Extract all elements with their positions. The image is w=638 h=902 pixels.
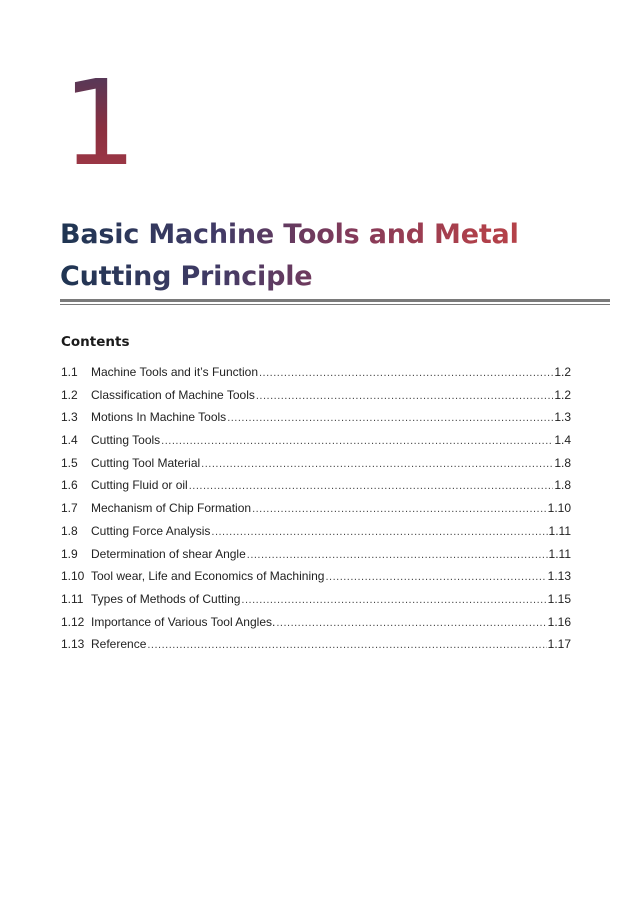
toc-entry-title: Cutting Tools: [91, 433, 161, 448]
dot-leader: [227, 412, 553, 424]
toc-entry[interactable]: [61, 524, 571, 547]
toc-entry-title: Motions In Machine Tools: [91, 410, 227, 425]
toc-entry-page: 1.2: [554, 387, 571, 402]
toc-entry-number: 1.6: [61, 478, 78, 493]
toc-entry-page: 1.11: [548, 546, 571, 561]
dot-leader: [201, 458, 553, 470]
toc-entry-title: Tool wear, Life and Economics of Machining: [91, 569, 325, 584]
toc-entry-page: 1.17: [547, 637, 571, 652]
dot-leader: [161, 435, 553, 447]
toc-entry[interactable]: [61, 547, 571, 570]
toc-entry[interactable]: [61, 615, 571, 638]
table-of-contents: [61, 365, 571, 660]
toc-entry-title: Cutting Fluid or oil: [91, 478, 188, 493]
toc-entry-number: 1.2: [61, 387, 78, 402]
toc-entry-title: Mechanism of Chip Formation: [91, 501, 252, 516]
toc-entry-number: 1.5: [61, 455, 78, 470]
dot-leader: [247, 549, 548, 561]
title-divider: [60, 299, 610, 305]
toc-entry-number: 1.1: [61, 365, 78, 379]
toc-entry-page: 1.16: [547, 614, 571, 629]
toc-entry[interactable]: [61, 388, 571, 411]
toc-entry[interactable]: [61, 637, 571, 660]
toc-entry-page: 1.4: [554, 433, 571, 448]
dot-leader: [189, 480, 554, 492]
dot-leader: [256, 390, 553, 402]
toc-entry-number: 1.4: [61, 433, 78, 448]
chapter-title: Basic Machine Tools and Metal Cutting Principle: [60, 214, 620, 298]
dot-leader: [252, 503, 547, 515]
toc-entry-title: Reference: [91, 637, 147, 652]
toc-entry[interactable]: [61, 592, 571, 615]
toc-entry-number: 1.13: [61, 637, 85, 652]
toc-entry-title: Cutting Force Analysis: [91, 523, 211, 538]
dot-leader: [241, 594, 546, 606]
toc-entry-number: 1.9: [61, 546, 78, 561]
toc-entry-page: 1.15: [547, 591, 571, 606]
toc-entry[interactable]: [61, 410, 571, 433]
dot-leader: [259, 367, 553, 379]
toc-entry-number: 1.10: [61, 569, 85, 584]
toc-entry-page: 1.13: [547, 569, 571, 584]
toc-entry[interactable]: [61, 478, 571, 501]
toc-entry-title: Importance of Various Tool Angles.: [91, 614, 276, 629]
toc-entry-title: Cutting Tool Material: [91, 455, 201, 470]
toc-entry-page: 1.2: [554, 365, 571, 379]
toc-entry-page: 1.8: [554, 455, 571, 470]
toc-entry-title: Classification of Machine Tools: [91, 387, 255, 402]
toc-entry-title: Determination of shear Angle: [91, 546, 246, 561]
contents-heading: Contents: [61, 334, 130, 350]
toc-entry-number: 1.12: [61, 614, 85, 629]
toc-entry[interactable]: [61, 501, 571, 524]
chapter-number: 1: [62, 54, 136, 192]
toc-entry[interactable]: [61, 456, 571, 479]
toc-entry-number: 1.8: [61, 523, 78, 538]
toc-entry[interactable]: [61, 569, 571, 592]
toc-entry-title: Types of Methods of Cutting: [91, 591, 241, 606]
dot-leader: [325, 571, 546, 583]
dot-leader: [276, 617, 546, 629]
toc-entry-number: 1.11: [61, 591, 84, 606]
toc-entry-page: 1.3: [554, 410, 571, 425]
toc-entry-page: 1.10: [547, 501, 571, 516]
dot-leader: [211, 526, 547, 538]
toc-entry-title: Machine Tools and it’s Function: [91, 365, 258, 379]
dot-leader: [147, 639, 546, 651]
toc-entry-page: 1.8: [554, 478, 571, 493]
toc-entry[interactable]: [61, 433, 571, 456]
toc-entry-number: 1.3: [61, 410, 78, 425]
toc-entry[interactable]: [61, 365, 571, 388]
toc-entry-number: 1.7: [61, 501, 78, 516]
toc-entry-page: 1.11: [548, 523, 571, 538]
